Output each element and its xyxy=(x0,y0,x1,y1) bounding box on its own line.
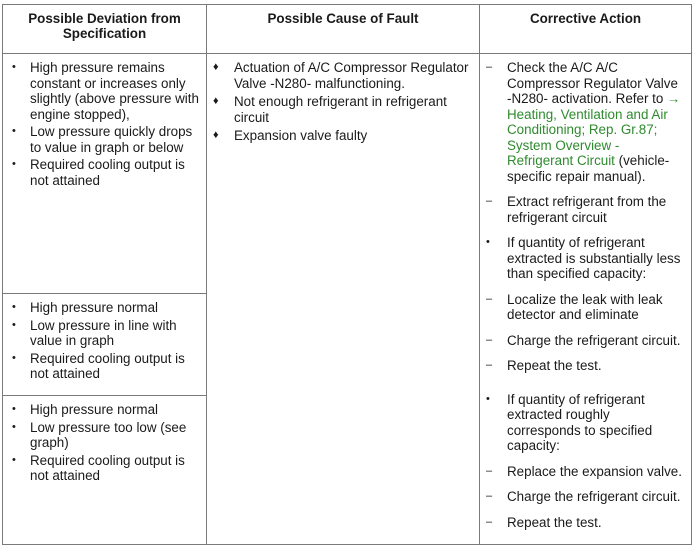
deviation-cell-3 xyxy=(3,396,207,545)
list-item: • Low pressure too low (see graph) xyxy=(12,419,187,450)
list-item: ♦ Not enough refrigerant in refrigerant circuit xyxy=(213,94,447,125)
header-cause: Possible Cause of Fault xyxy=(207,5,480,54)
list-item: – Extract refrigerant from the refrigerant circuit xyxy=(486,194,667,225)
header-deviation: Possible Deviation from Specification xyxy=(3,5,207,54)
list-item: • High pressure remains constant or increases only slightly (above pressure with engine stopped), xyxy=(12,60,199,122)
deviation-cell-2 xyxy=(3,294,207,396)
action-cell xyxy=(480,54,692,545)
list-item: • Required cooling output is not attained xyxy=(12,452,185,483)
table-row xyxy=(3,54,692,294)
header-action: Corrective Action xyxy=(480,5,692,54)
list-item: • Low pressure quickly drops to value in graph or below xyxy=(12,124,193,155)
header-row xyxy=(3,5,692,54)
list-item: • Low pressure in line with value in graph xyxy=(12,317,177,348)
fault-table xyxy=(2,4,692,545)
repair-manual-link[interactable]: → Heating, Ventilation and Air Conditioning; Rep. Gr.87; System Overview - Refrigerant Circuit xyxy=(507,91,681,168)
list-item: – Localize the leak with leak detector and eliminate xyxy=(486,291,663,322)
list-item: – Check the A/C A/C Compressor Regulator Valve -N280- activation. Refer to → Heating, Ventilation and Air Conditioning; Rep. Gr.87; System Overview - Refrigerant Circuit (vehicle-specific repair manual). xyxy=(486,60,681,184)
list-item: – Replace the expansion valve. xyxy=(486,463,682,479)
list-item: • If quantity of refrigerant extracted roughly corresponds to specified capacity: xyxy=(486,391,653,453)
list-item: • High pressure normal xyxy=(12,402,159,417)
list-item: ♦ Actuation of A/C Compressor Regulator Valve -N280- malfunctioning. xyxy=(213,60,469,91)
deviation-cell-1 xyxy=(3,54,207,294)
list-item: • High pressure normal xyxy=(12,300,159,315)
list-item: – Charge the refrigerant circuit. xyxy=(486,489,681,504)
list-item: • Required cooling output is not attained xyxy=(12,350,185,381)
list-item: • If quantity of refrigerant extracted is substantially less than specified capacity: xyxy=(486,235,681,281)
list-item: – Repeat the test. xyxy=(486,514,602,530)
cause-cell xyxy=(207,54,480,545)
list-item: – Charge the refrigerant circuit. xyxy=(486,332,681,348)
list-item: • Required cooling output is not attained xyxy=(12,157,185,188)
list-item: – Repeat the test. xyxy=(486,358,602,373)
list-item: ♦ Expansion valve faulty xyxy=(213,128,368,143)
